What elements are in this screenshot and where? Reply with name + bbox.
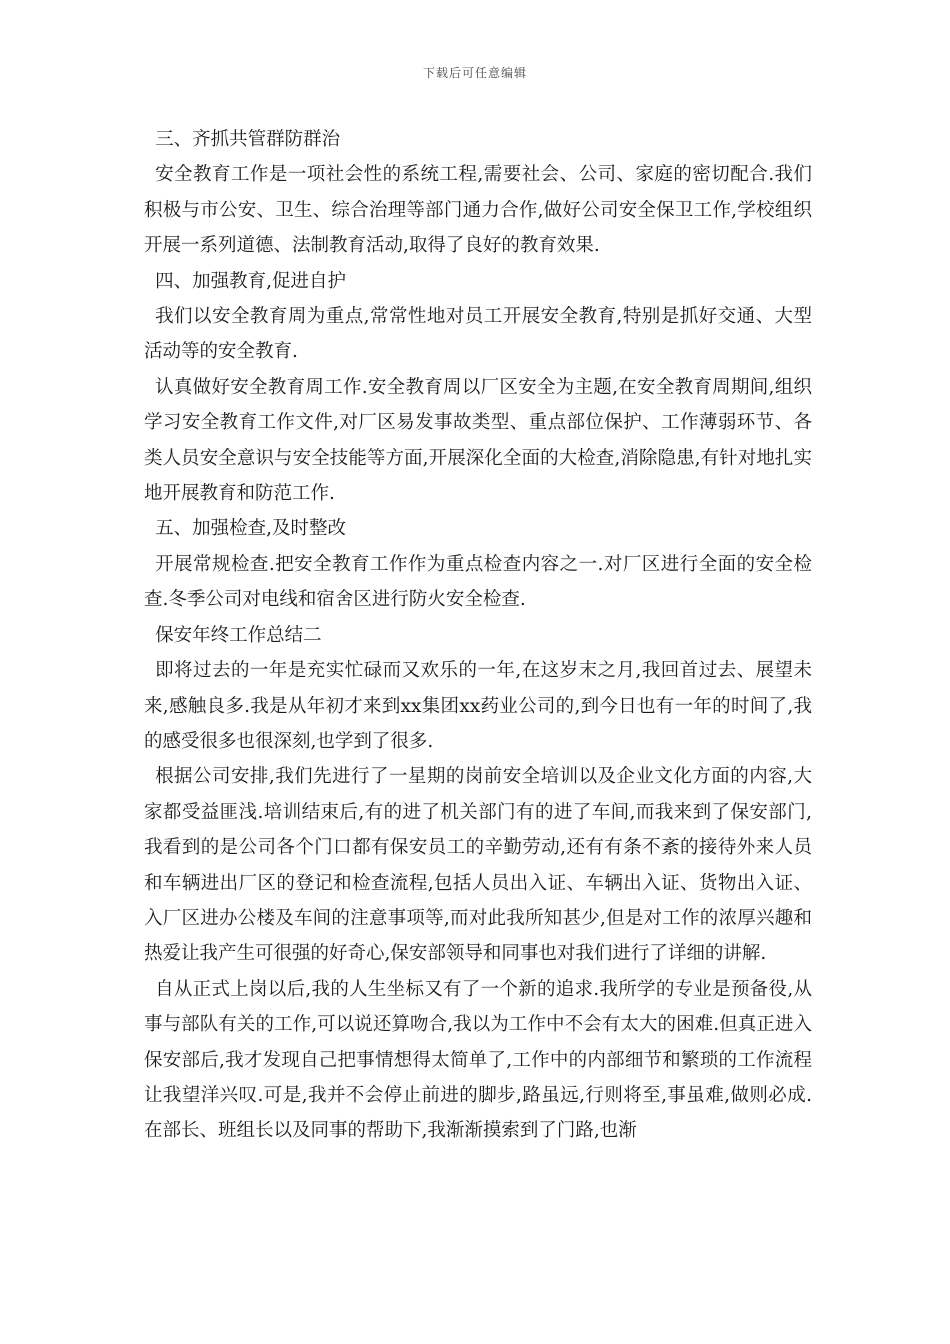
page-header: 下载后可任意编辑	[422, 66, 527, 80]
paragraph: 认真做好安全教育周工作.安全教育周以厂区安全为主题,在安全教育周期间,组织学习安全教育工作文件,对厂区易发事故类型、重点部位保护、工作薄弱环节、各类人员安全意识与安全技能等方面,开展深化全面的大检查,消除隐患,有针对地扎实地开展教育和防范工作.	[144, 376, 812, 505]
document-body	[144, 122, 812, 1149]
paragraph: 根据公司安排,我们先进行了一星期的岗前安全培训以及企业文化方面的内容,大家都受益匪浅.培训结束后,有的进了机关部门有的进了车间,而我来到了保安部门,我看到的是公司各个门口都有保安员工的辛勤劳动,还有有条不紊的接待外来人员和车辆进出厂区的登记和检查流程,包括人员出入证、车辆出入证、货物出入证、入厂区进办公楼及车间的注意事项等,而对此我所知甚少,但是对工作的浓厚兴趣和热爱让我产生可很强的好奇心,保安部领导和同事也对我们进行了详细的讲解.	[144, 766, 812, 965]
paragraph: 即将过去的一年是充实忙碌而又欢乐的一年,在这岁末之月,我回首过去、展望未来,感触良多.我是从年初才来到xx集团xx药业公司的,到今日也有一年的时间了,我的感受很多也很深刻,也学到了很多.	[144, 660, 812, 752]
paragraph: 我们以安全教育周为重点,常常性地对员工开展安全教育,特别是抓好交通、大型活动等的安全教育.	[144, 306, 812, 363]
paragraph: 安全教育工作是一项社会性的系统工程,需要社会、公司、家庭的密切配合.我们积极与市公安、卫生、综合治理等部门通力合作,做好公司安全保卫工作,学校组织开展一系列道德、法制教育活动,取得了良好的教育效果.	[144, 164, 812, 257]
paragraph: 开展常规检查.把安全教育工作作为重点检查内容之一.对厂区进行全面的安全检查.冬季公司对电线和宿舍区进行防火安全检查.	[144, 553, 812, 611]
section-heading-four: 四、加强教育,促进自护	[155, 270, 346, 292]
section-heading-five: 五、加强检查,及时整改	[155, 518, 346, 540]
section-heading-three: 三、齐抓共管群防群治	[155, 129, 341, 150]
paragraph: 自从正式上岗以后,我的人生坐标又有了一个新的追求.我所学的专业是预备役,从事与部队有关的工作,可以说还算吻合,我以为工作中不会有太大的困难.但真正进入保安部后,我才发现自己把事情想得太简单了,工作中的内部细节和繁琐的工作流程让我望洋兴叹.可是,我并不会停止前进的脚步,路虽远,行则将至,事虽难,做则必成.在部长、班组长以及同事的帮助下,我渐渐摸索到了门路,也渐	[144, 978, 812, 1142]
summary-two-title: 保安年终工作总结二	[155, 624, 322, 646]
